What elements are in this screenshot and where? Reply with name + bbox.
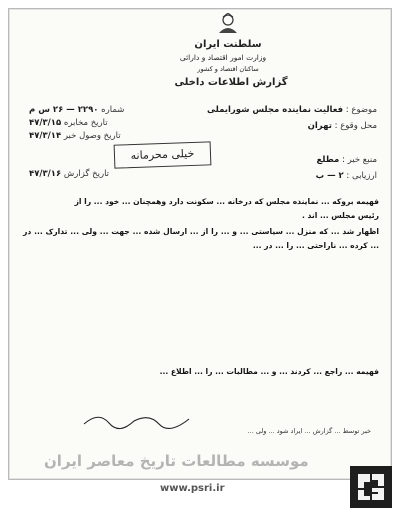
field-place: محل وقوع : تهران [307, 121, 377, 131]
field-grade: ارزیابی : ۲ — ب [315, 171, 377, 181]
place-label: محل وقوع [340, 121, 377, 131]
watermark-text: موسسه مطالعات تاریخ معاصر ایران [44, 452, 309, 470]
report-label: تاریخ گزارش [63, 169, 110, 179]
field-number [29, 105, 124, 115]
number-label: شماره [101, 105, 125, 115]
paragraph-1: فهیمه بروکه ... نماینده مجلس که درخانه ... سکونت دارد وهمچنان ... خود ... را از [74, 197, 379, 206]
header-title: گزارش اطلاعات داخلی [174, 77, 288, 88]
field-received [29, 131, 121, 141]
subject-value: فعالیت نماینده مجلس شورایملی [207, 105, 344, 115]
date-label: تاریخ مخابره [63, 118, 108, 128]
classification-stamp: خیلی محرمانه [114, 141, 212, 168]
field-report [29, 169, 109, 179]
psri-logo-icon [350, 466, 392, 508]
source-value: مطلع [316, 155, 340, 165]
subject-label: موضوع [351, 105, 377, 115]
footnote: خبر توسط ... گزارش ... ایراد شود ... ولی ... [247, 427, 371, 435]
report-value: ۴۷/۳/۱۶ [29, 169, 62, 179]
number-value: ۲۲۹۰ — ۲۶ س م [29, 105, 99, 115]
field-subject: موضوع : فعالیت نماینده مجلس شورایملی [207, 105, 377, 115]
watermark-url: www.psri.ir [160, 483, 225, 494]
place-value: تهران [307, 121, 332, 131]
header-line-1: سلطنت ایران [194, 39, 262, 50]
field-source: منبع خبر : مطلع [316, 155, 377, 165]
document-page [8, 8, 392, 480]
paragraph-2: اظهار شد ... که منزل ... سیاستی ... و ... را از ... ارسال شده ... جهت ... ولی ... تدارک ... در ... کرده ... ناراحتی ... را ... در ... [23, 227, 379, 251]
header-line-2: وزارت امور اقتصاد و دارائی [179, 53, 267, 62]
grade-value: ۲ — ب [315, 171, 344, 181]
grade-label: ارزیابی [352, 171, 377, 181]
date-value: ۴۷/۳/۱۵ [29, 118, 62, 128]
lion-sun-emblem-icon [215, 13, 241, 37]
field-date [29, 118, 108, 128]
paragraph-1b: رئیس مجلس ... اند . [301, 211, 379, 220]
header-line-3: ساکنان اقتصاد و کشور [197, 65, 259, 73]
received-label: تاریخ وصول خبر [63, 131, 121, 141]
received-value: ۴۷/۳/۱۴ [29, 131, 62, 141]
paragraph-3: فهیمه ... راجع ... کردند ... و ... مطالبات ... را ... اطلاع ... [159, 367, 379, 376]
source-label: منبع خبر [347, 155, 377, 165]
